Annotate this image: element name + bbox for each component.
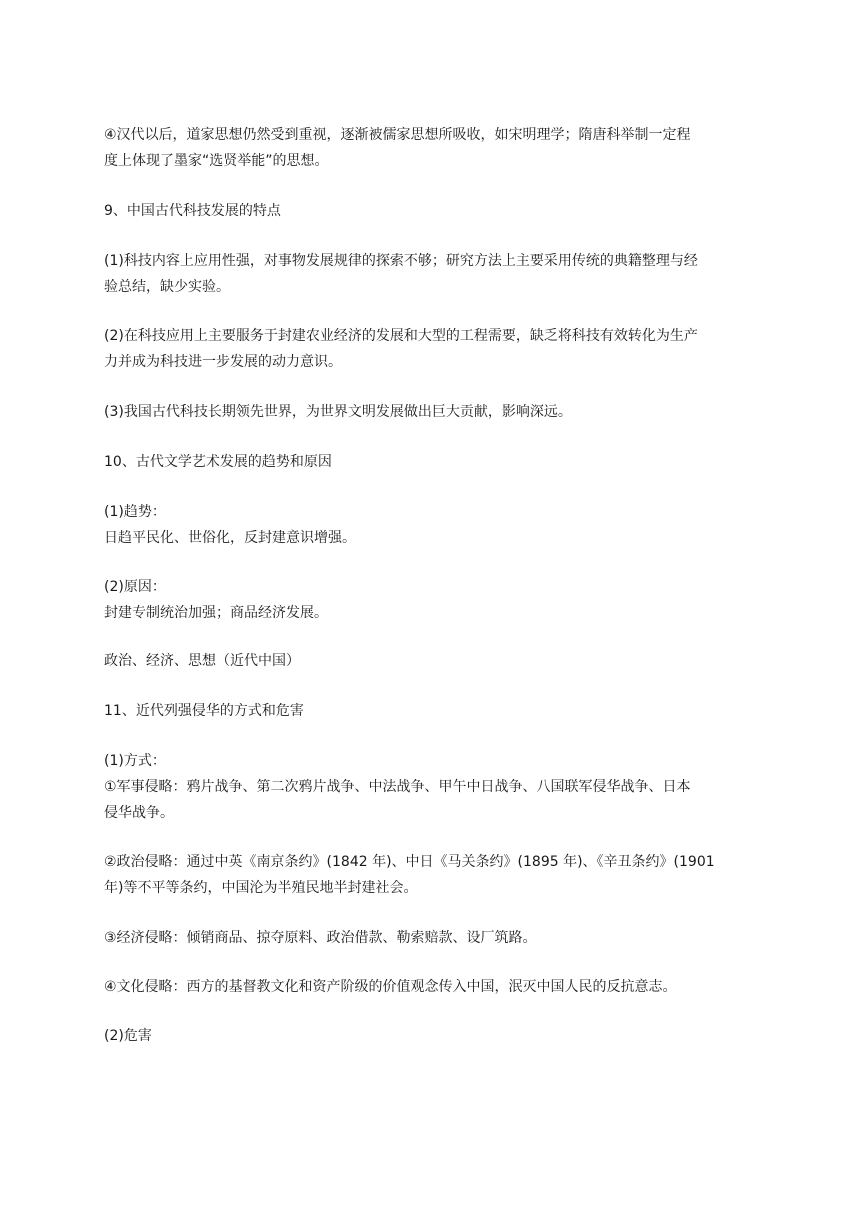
paragraph-line: 度上体现了墨家“选贤举能”的思想。 bbox=[104, 153, 329, 169]
paragraph-line: 日趋平民化、世俗化，反封建意识增强。 bbox=[104, 530, 356, 546]
paragraph-line: (2)危害 bbox=[104, 1028, 152, 1044]
section-heading: 10、古代文学艺术发展的趋势和原因 bbox=[104, 454, 332, 470]
paragraph-line: (1)方式： bbox=[104, 753, 166, 769]
paragraph-line: (1)趋势： bbox=[104, 504, 166, 520]
paragraph-line: 侵华战争。 bbox=[104, 805, 174, 821]
paragraph-line: ①军事侵略：鸦片战争、第二次鸦片战争、中法战争、甲午中日战争、八国联军侵华战争、日本 bbox=[104, 779, 691, 795]
section-heading: 11、近代列强侵华的方式和危害 bbox=[104, 703, 304, 719]
paragraph-line: (2)原因： bbox=[104, 579, 166, 595]
paragraph-line: ④文化侵略：西方的基督教文化和资产阶级的价值观念传入中国，泯灭中国人民的反抗意志。 bbox=[104, 979, 677, 995]
paragraph-line: 封建专制统治加强；商品经济发展。 bbox=[104, 605, 328, 621]
paragraph-line: (1)科技内容上应用性强，对事物发展规律的探索不够；研究方法上主要采用传统的典籍整理与经 bbox=[104, 253, 698, 269]
paragraph-line: 年)等不平等条约，中国沦为半殖民地半封建社会。 bbox=[104, 880, 418, 896]
section-heading: 政治、经济、思想（近代中国） bbox=[104, 653, 300, 669]
paragraph-line: ③经济侵略：倾销商品、掠夺原料、政治借款、勒索赔款、设厂筑路。 bbox=[104, 930, 537, 946]
paragraph-line: (2)在科技应用上主要服务于封建农业经济的发展和大型的工程需要，缺乏将科技有效转化为生产 bbox=[104, 328, 698, 344]
paragraph-line: 验总结，缺少实验。 bbox=[104, 279, 230, 295]
paragraph-line: ④汉代以后，道家思想仍然受到重视，逐渐被儒家思想所吸收，如宋明理学；隋唐科举制一定程 bbox=[104, 127, 691, 143]
paragraph-line: (3)我国古代科技长期领先世界，为世界文明发展做出巨大贡献，影响深远。 bbox=[104, 404, 572, 420]
section-heading: 9、中国古代科技发展的特点 bbox=[104, 203, 281, 219]
paragraph-line: 力并成为科技进一步发展的动力意识。 bbox=[104, 354, 342, 370]
paragraph-line: ②政治侵略：通过中英《南京条约》(1842 年)、中日《马关条约》(1895 年)、《辛丑条约》(1901 bbox=[104, 854, 715, 870]
